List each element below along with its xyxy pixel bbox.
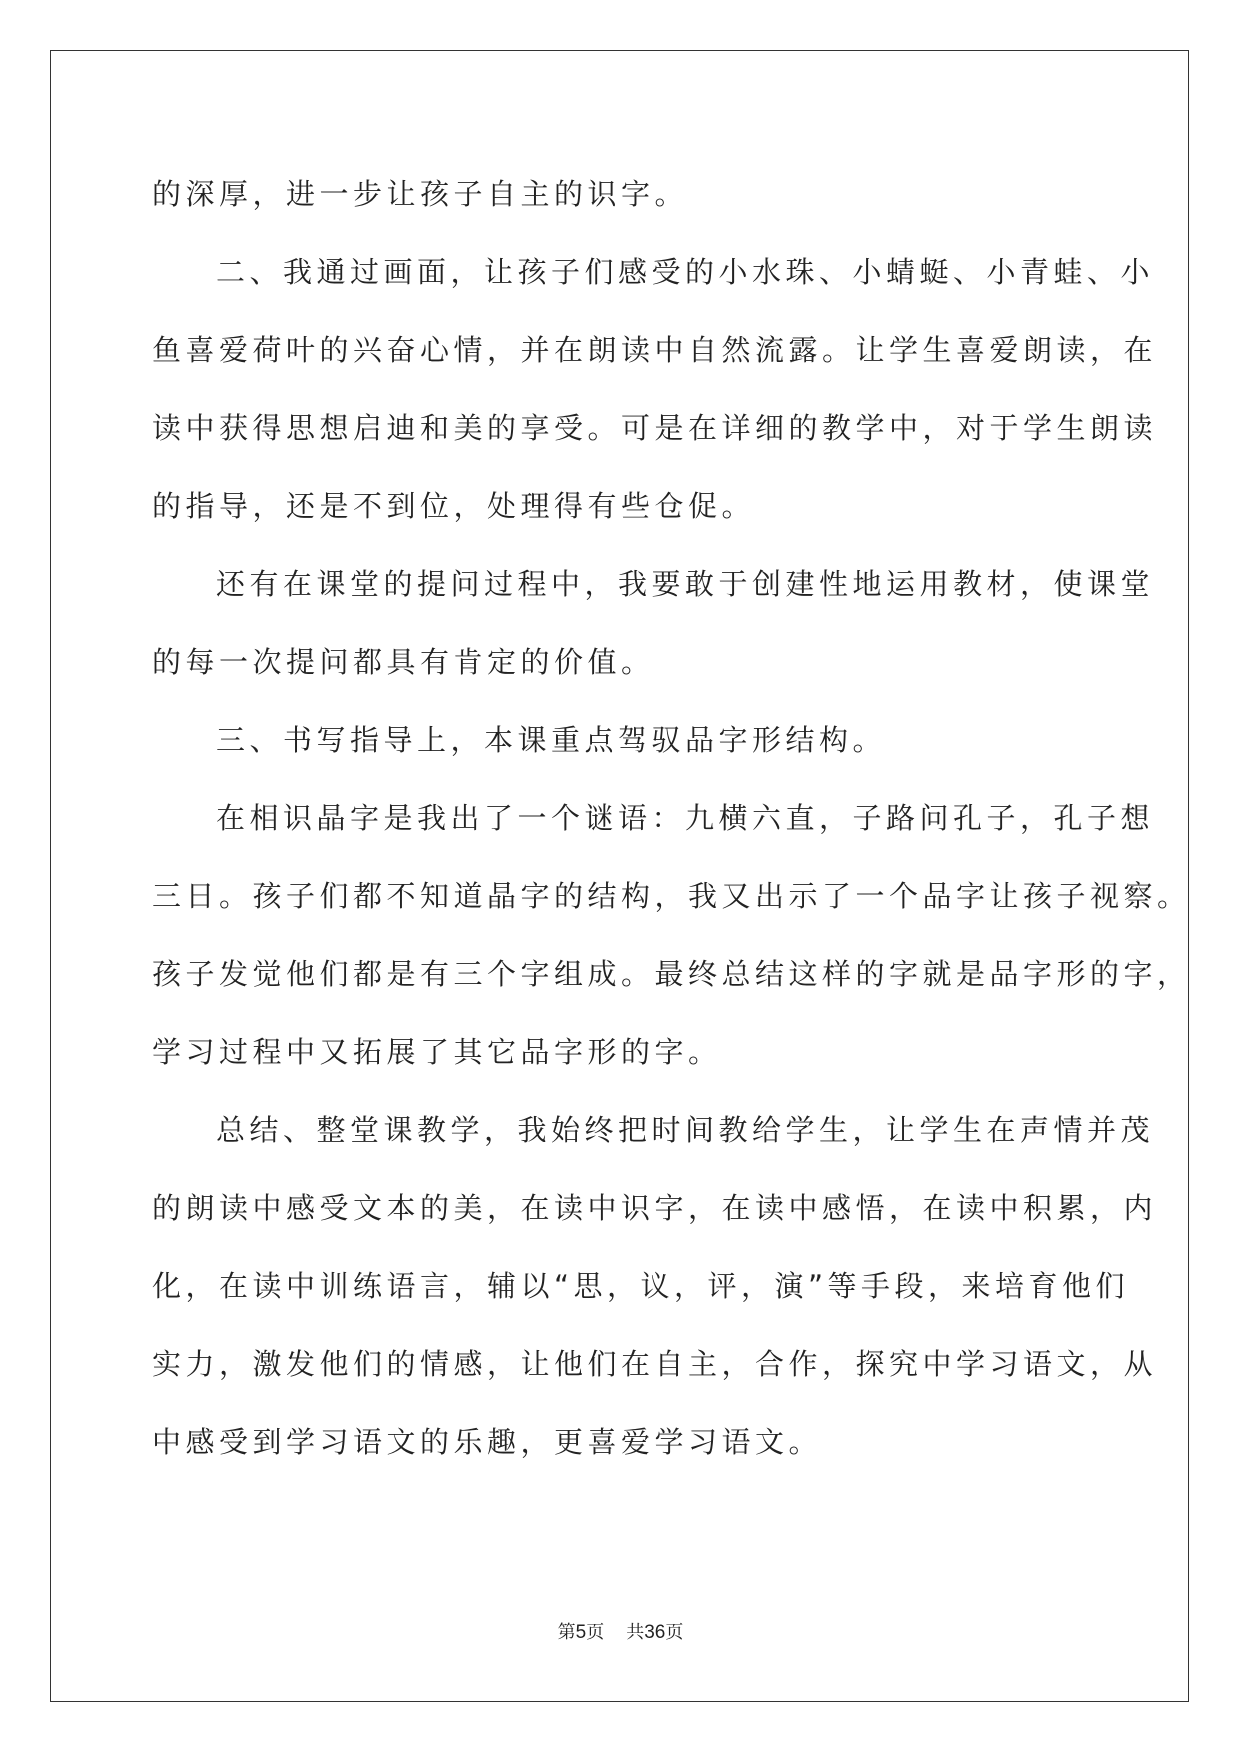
text-line: 三日。孩子们都不知道晶字的结构，我又出示了一个品字让孩子视察。 <box>152 879 1191 913</box>
page-prefix: 第 <box>557 1622 576 1643</box>
text-line: 学习过程中又拓展了其它品字形的字。 <box>152 1035 722 1069</box>
text-line: 的朗读中感受文本的美，在读中识字，在读中感悟，在读中积累，内 <box>152 1191 1158 1225</box>
total-prefix: 共 <box>626 1622 645 1643</box>
paragraph-start: 三、书写指导上，本课重点驾驭品字形结构。 <box>216 723 887 757</box>
paragraph-start: 还有在课堂的提问过程中，我要敢于创建性地运用教材，使课堂 <box>216 567 1155 601</box>
text-line: 的深厚，进一步让孩子自主的识字。 <box>152 177 689 211</box>
text-line: 的每一次提问都具有肯定的价值。 <box>152 645 655 679</box>
paragraph-start: 总结、整堂课教学，我始终把时间教给学生，让学生在声情并茂 <box>216 1113 1155 1147</box>
paragraph-start: 在相识晶字是我出了一个谜语：九横六直，子路问孔子，孔子想 <box>216 801 1155 835</box>
text-line: 中感受到学习语文的乐趣，更喜爱学习语文。 <box>152 1425 823 1459</box>
text-line: 化，在读中训练语言，辅以“思，议，评，演”等手段，来培育他们 <box>152 1269 1130 1303</box>
text-line: 读中获得思想启迪和美的享受。可是在详细的教学中，对于学生朗读 <box>152 411 1158 445</box>
text-line: 孩子发觉他们都是有三个字组成。最终总结这样的字就是品字形的字， <box>152 957 1191 991</box>
page-number: 5 <box>575 1622 587 1643</box>
page-footer <box>0 1618 1241 1644</box>
text-line: 的指导，还是不到位，处理得有些仓促。 <box>152 489 756 523</box>
text-line: 实力，激发他们的情感，让他们在自主，合作，探究中学习语文，从 <box>152 1347 1158 1381</box>
text-line: 鱼喜爱荷叶的兴奋心情，并在朗读中自然流露。让学生喜爱朗读，在 <box>152 333 1158 367</box>
paragraph-start: 二、我通过画面，让孩子们感受的小水珠、小蜻蜓、小青蛙、小 <box>216 255 1155 289</box>
total-pages: 36 <box>644 1622 666 1643</box>
page-suffix: 页 <box>586 1622 605 1643</box>
document-body <box>152 155 1191 1481</box>
total-suffix: 页 <box>665 1622 684 1643</box>
